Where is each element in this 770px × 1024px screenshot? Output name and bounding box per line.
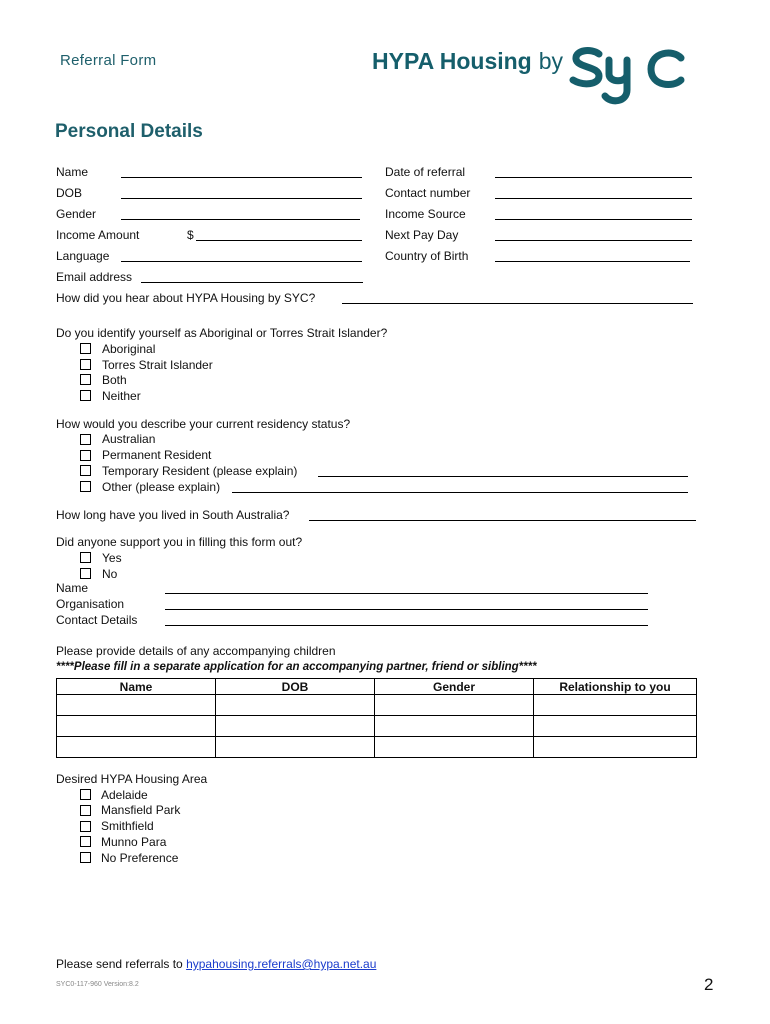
neither-checkbox[interactable] (80, 390, 91, 401)
page-number: 2 (704, 975, 714, 994)
other-residency-option-label: Other (please explain) (102, 480, 221, 494)
adelaide-option-label: Adelaide (101, 788, 148, 802)
support-organisation-input-line[interactable] (165, 609, 648, 610)
brand-by: by (538, 48, 564, 74)
support-yes-checkbox[interactable] (80, 552, 91, 563)
country-of-birth-input-line[interactable] (495, 261, 690, 262)
send-referrals-text (56, 957, 376, 971)
table-cell[interactable] (375, 716, 534, 737)
table-cell[interactable] (375, 695, 534, 716)
language-input-line[interactable] (121, 261, 362, 262)
referral-email-link[interactable]: hypahousing.referrals@hypa.net.au (186, 957, 377, 971)
table-header-row (57, 679, 697, 695)
income-amount-input-line[interactable] (196, 240, 362, 241)
temporary-resident-explain-line[interactable] (318, 476, 688, 477)
table-cell[interactable] (216, 695, 375, 716)
document-code: SYC0-117-960 Version:8.2 (56, 981, 139, 988)
residency-question: How would you describe your current residency status? (56, 417, 351, 431)
smithfield-option-label: Smithfield (101, 819, 154, 833)
col-gender-header: Gender (375, 679, 534, 695)
support-no-label: No (102, 567, 118, 581)
support-yes-label: Yes (102, 551, 122, 565)
syc-logo-icon (569, 44, 691, 106)
col-relationship-header: Relationship to you (534, 679, 697, 695)
smithfield-checkbox[interactable] (80, 821, 91, 832)
area-question: Desired HYPA Housing Area (56, 772, 208, 786)
no-preference-checkbox[interactable] (80, 852, 91, 863)
name-input-line[interactable] (121, 177, 362, 178)
table-cell[interactable] (57, 716, 216, 737)
dob-label: DOB (56, 186, 83, 200)
language-label: Language (56, 249, 110, 263)
table-cell[interactable] (534, 737, 697, 758)
table-cell[interactable] (216, 737, 375, 758)
both-option-label: Both (102, 373, 127, 387)
aboriginal-option-label: Aboriginal (102, 342, 156, 356)
table-cell[interactable] (375, 737, 534, 758)
munno-para-option-label: Munno Para (101, 835, 167, 849)
name-label: Name (56, 165, 89, 179)
income-source-label: Income Source (385, 207, 466, 221)
email-label: Email address (56, 270, 133, 284)
mansfield-park-checkbox[interactable] (80, 805, 91, 816)
table-cell[interactable] (57, 695, 216, 716)
australian-checkbox[interactable] (80, 434, 91, 445)
aboriginal-question: Do you identify yourself as Aboriginal or Torres Strait Islander? (56, 326, 388, 340)
other-residency-explain-line[interactable] (232, 492, 688, 493)
table-cell[interactable] (534, 695, 697, 716)
support-organisation-label: Organisation (56, 597, 125, 611)
table-cell[interactable] (216, 716, 375, 737)
date-of-referral-input-line[interactable] (495, 177, 692, 178)
col-dob-header: DOB (216, 679, 375, 695)
torres-strait-option-label: Torres Strait Islander (102, 358, 213, 372)
support-contact-input-line[interactable] (165, 625, 648, 626)
brand-logo (372, 44, 691, 106)
brand-name: HYPA Housing (372, 48, 532, 74)
dollar-sign: $ (187, 228, 194, 242)
support-name-input-line[interactable] (165, 593, 648, 594)
neither-option-label: Neither (102, 389, 141, 403)
australian-option-label: Australian (102, 432, 156, 446)
sa-input-line[interactable] (309, 520, 696, 521)
send-referrals-label: Please send referrals to (56, 957, 187, 971)
table-row (57, 737, 697, 758)
country-of-birth-label: Country of Birth (385, 249, 469, 263)
gender-input-line[interactable] (121, 219, 360, 220)
section-title: Personal Details (55, 121, 203, 142)
adelaide-checkbox[interactable] (80, 789, 91, 800)
form-title: Referral Form (60, 52, 157, 69)
email-input-line[interactable] (141, 282, 363, 283)
income-source-input-line[interactable] (495, 219, 692, 220)
aboriginal-checkbox[interactable] (80, 343, 91, 354)
torres-strait-checkbox[interactable] (80, 359, 91, 370)
permanent-resident-checkbox[interactable] (80, 450, 91, 461)
mansfield-park-option-label: Mansfield Park (101, 803, 181, 817)
dob-input-line[interactable] (121, 198, 362, 199)
children-note: ****Please fill in a separate application for an accompanying partner, friend or sibling**** (56, 661, 537, 673)
next-pay-day-label: Next Pay Day (385, 228, 459, 242)
both-checkbox[interactable] (80, 374, 91, 385)
next-pay-day-input-line[interactable] (495, 240, 692, 241)
munno-para-checkbox[interactable] (80, 836, 91, 847)
contact-number-label: Contact number (385, 186, 471, 200)
support-question: Did anyone support you in filling this form out? (56, 535, 303, 549)
no-preference-option-label: No Preference (101, 851, 179, 865)
temporary-resident-option-label: Temporary Resident (please explain) (102, 464, 298, 478)
permanent-resident-option-label: Permanent Resident (102, 448, 212, 462)
table-cell[interactable] (57, 737, 216, 758)
col-name-header: Name (57, 679, 216, 695)
contact-number-input-line[interactable] (495, 198, 692, 199)
other-residency-checkbox[interactable] (80, 481, 91, 492)
temporary-resident-checkbox[interactable] (80, 465, 91, 476)
children-table (56, 678, 697, 758)
gender-label: Gender (56, 207, 97, 221)
income-amount-label: Income Amount (56, 228, 140, 242)
table-row (57, 695, 697, 716)
support-name-label: Name (56, 581, 89, 595)
date-of-referral-label: Date of referral (385, 165, 466, 179)
table-row (57, 716, 697, 737)
sa-question: How long have you lived in South Australia? (56, 508, 290, 522)
support-no-checkbox[interactable] (80, 568, 91, 579)
table-cell[interactable] (534, 716, 697, 737)
hear-about-input-line[interactable] (342, 303, 693, 304)
support-contact-label: Contact Details (56, 613, 138, 627)
hear-about-question: How did you hear about HYPA Housing by SYC? (56, 291, 316, 305)
children-intro: Please provide details of any accompanying children (56, 644, 336, 658)
